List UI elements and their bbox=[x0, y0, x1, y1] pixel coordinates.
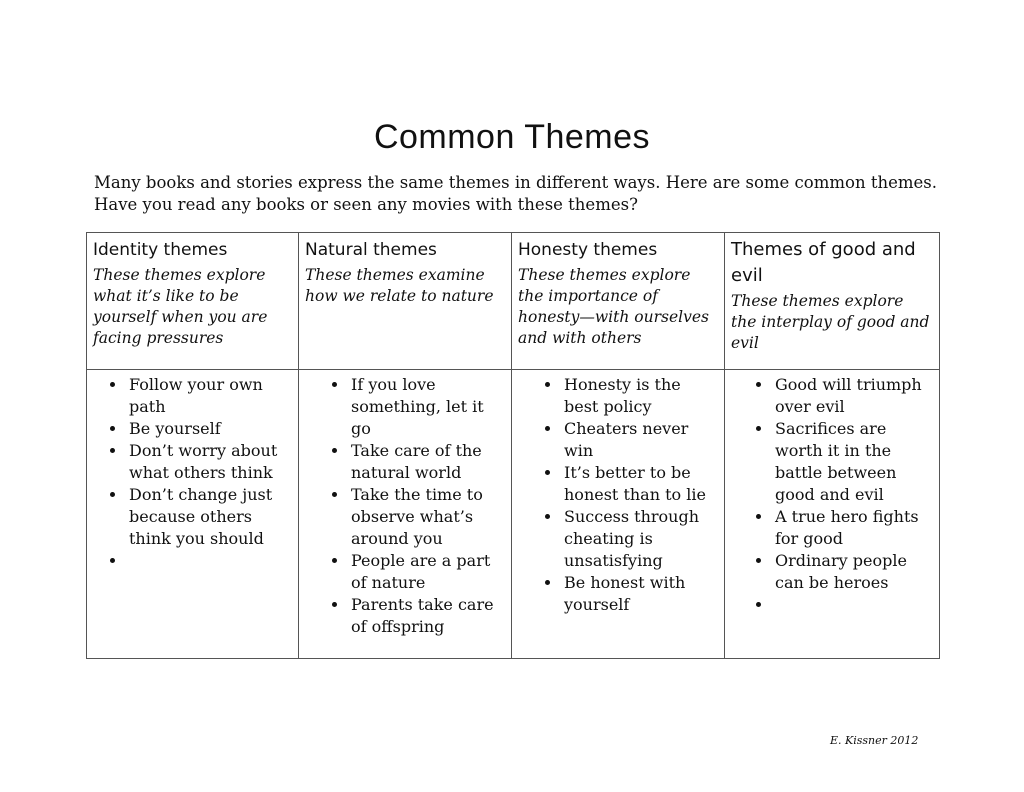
honesty-header-cell bbox=[512, 233, 725, 370]
theme-name: Natural themes bbox=[305, 240, 437, 260]
list-item: • It’s better to be honest than to lie bbox=[562, 462, 718, 506]
list-item: • Parents take care of offspring bbox=[349, 594, 505, 638]
identity-header-cell bbox=[87, 233, 299, 370]
table-header-row bbox=[87, 233, 940, 370]
list-item: • People are a part of nature bbox=[349, 550, 505, 594]
list-item: • Be yourself bbox=[127, 418, 292, 440]
theme-description: These themes explore the interplay of good and evil bbox=[731, 292, 930, 352]
list-item: • Follow your own path bbox=[127, 374, 292, 418]
list-item: • Be honest with yourself bbox=[562, 572, 718, 616]
natural-header-cell bbox=[299, 233, 512, 370]
theme-list bbox=[305, 374, 505, 638]
list-item: • If you love something, let it go bbox=[349, 374, 505, 440]
list-item: • Don’t change just because others think you should bbox=[127, 484, 292, 550]
honesty-list-cell bbox=[512, 370, 725, 659]
list-item: • Ordinary people can be heroes bbox=[773, 550, 933, 594]
theme-description: These themes examine how we relate to nature bbox=[305, 266, 494, 305]
list-item: • Don’t worry about what others think bbox=[127, 440, 292, 484]
list-item bbox=[127, 550, 292, 572]
natural-list-cell bbox=[299, 370, 512, 659]
theme-list bbox=[731, 374, 933, 616]
theme-list bbox=[518, 374, 718, 616]
list-item: • Honesty is the best policy bbox=[562, 374, 718, 418]
theme-description: These themes explore the importance of honesty—with ourselves and with others bbox=[518, 266, 709, 347]
theme-name: Honesty themes bbox=[518, 240, 658, 260]
author-credit: E. Kissner 2012 bbox=[830, 734, 919, 747]
page-title: Common Themes bbox=[373, 118, 651, 156]
intro-paragraph: Many books and stories express the same themes in different ways. Here are some common themes. Have you read any books or seen any movies with these themes? bbox=[94, 173, 937, 214]
theme-name: Themes of good and evil bbox=[731, 239, 916, 286]
list-item: • Success through cheating is unsatisfying bbox=[562, 506, 718, 572]
list-item: • Good will triumph over evil bbox=[773, 374, 933, 418]
good-evil-header-cell bbox=[725, 233, 940, 370]
theme-description: These themes explore what it’s like to be yourself when you are facing pressures bbox=[93, 266, 268, 347]
list-item: • Take care of the natural world bbox=[349, 440, 505, 484]
list-item: • Cheaters never win bbox=[562, 418, 718, 462]
list-item: • Take the time to observe what’s around you bbox=[349, 484, 505, 550]
theme-list bbox=[93, 374, 292, 572]
identity-list-cell bbox=[87, 370, 299, 659]
themes-table bbox=[86, 232, 940, 659]
good-evil-list-cell bbox=[725, 370, 940, 659]
theme-name: Identity themes bbox=[93, 240, 228, 260]
list-item: • Sacrifices are worth it in the battle between good and evil bbox=[773, 418, 933, 506]
list-item: • A true hero fights for good bbox=[773, 506, 933, 550]
list-item bbox=[773, 594, 933, 616]
table-list-row bbox=[87, 370, 940, 659]
